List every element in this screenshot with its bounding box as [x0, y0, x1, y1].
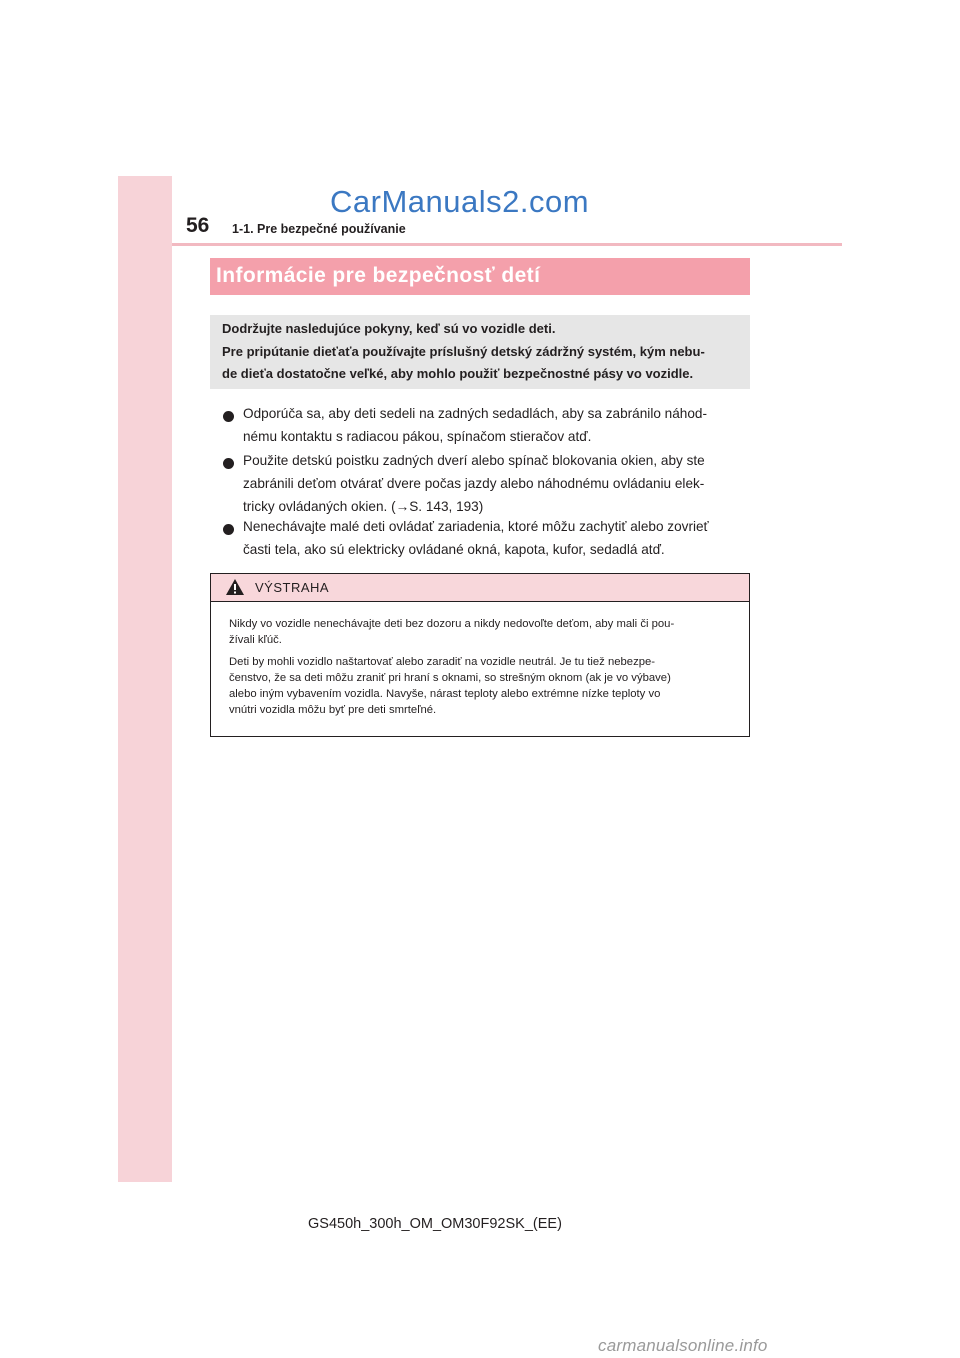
warning-text-line: Deti by mohli vozidlo naštartovať alebo zaradiť na vozidle neutrál. Je tu tiež nebezpe- — [229, 656, 656, 668]
banner-title: Informácie pre bezpečnosť detí — [216, 264, 541, 287]
bullet-line: Použite detskú poistku zadných dverí alebo spínač blokovania okien, aby ste — [243, 453, 705, 468]
intro-line: Pre pripútanie dieťaťa používajte príslušný detský zádržný systém, kým nebu- — [222, 344, 705, 359]
warning-text-line: Nikdy vo vozidle nenechávajte deti bez dozoru a nikdy nedovoľte deťom, aby mali či pou- — [229, 618, 675, 630]
bullet-line: zabránili deťom otvárať dvere počas jazdy alebo náhodnému ovládaniu elek- — [243, 476, 705, 491]
bullet-line: Odporúča sa, aby deti sedeli na zadných sedadlách, aby sa zabránilo náhod- — [243, 406, 707, 421]
warning-box — [210, 573, 750, 737]
section-title: 1-1. Pre bezpečné používanie — [232, 222, 406, 236]
bullet-dot-icon — [223, 411, 234, 422]
page-number: 56 — [186, 214, 210, 237]
warning-triangle-icon — [225, 578, 245, 596]
section-banner — [210, 258, 750, 295]
footer-site-link[interactable]: carmanualsonline.info — [598, 1336, 768, 1355]
bullet-dot-icon — [223, 524, 234, 535]
warning-text-line: alebo iným vybavením vozidla. Navyše, nárast teploty alebo extrémne nízke teploty vo — [229, 688, 661, 700]
document-code: GS450h_300h_OM_OM30F92SK_(EE) — [308, 1216, 562, 1232]
bullet-line[interactable]: tricky ovládaných okien. (→S. 143, 193) — [243, 499, 484, 514]
warning-label: VÝSTRAHA — [255, 580, 330, 595]
warning-text-line: vnútri vozidla môžu byť pre deti smrteľné. — [229, 704, 437, 716]
intro-box — [210, 315, 750, 389]
header-rule — [172, 243, 842, 246]
warning-text-line: žívali kľúč. — [229, 634, 282, 646]
bullet-line: časti tela, ako sú elektricky ovládané okná, kapota, kufor, sedadlá atď. — [243, 542, 665, 557]
warning-text-line: čenstvo, že sa deti môžu zraniť pri hraní s oknami, so strešným oknom (ak je vo výbave) — [229, 672, 671, 684]
bullet-dot-icon — [223, 458, 234, 469]
intro-line: Dodržujte nasledujúce pokyny, keď sú vo vozidle deti. — [222, 321, 556, 336]
bullet-line: Nenechávajte malé deti ovládať zariadenia, ktoré môžu zachytiť alebo zovrieť — [243, 519, 709, 534]
warning-header — [211, 574, 749, 602]
side-band — [118, 176, 172, 1182]
intro-line: de dieťa dostatočne veľké, aby mohlo použiť bezpečnostné pásy vo vozidle. — [222, 366, 694, 381]
watermark-logo[interactable]: CarManuals2.com — [330, 184, 590, 219]
bullet-line: nému kontaktu s radiacou pákou, spínačom stieračov atď. — [243, 429, 592, 444]
